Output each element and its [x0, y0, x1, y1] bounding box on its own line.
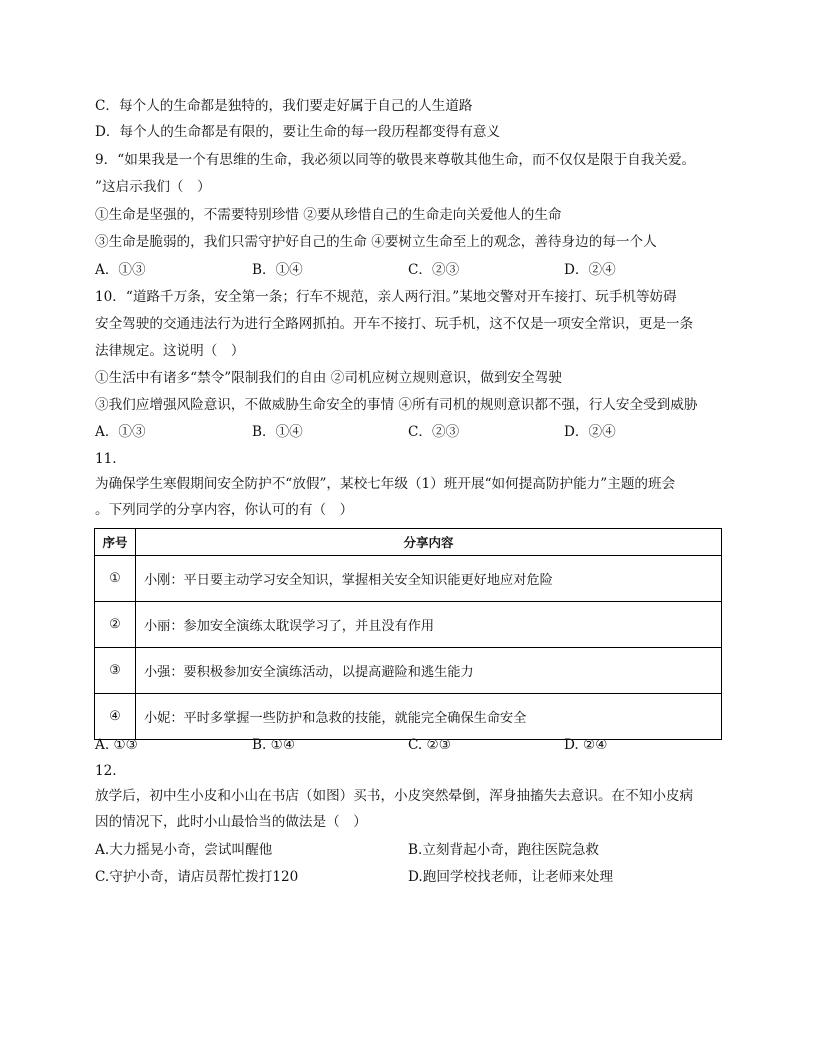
- q9-option-a[interactable]: A．①③: [95, 262, 146, 278]
- q12-option-d[interactable]: D.跑回学校找老师，让老师来处理: [408, 869, 614, 885]
- q9-stem-line-1: 9．“如果我是一个有思维的生命，我必须以同等的敬畏来尊敬其他生命，而不仅仅是限于自我关爱。: [95, 152, 696, 168]
- q9-stem-line-2: ”这启示我们（ ）: [95, 179, 211, 195]
- table-row: [95, 556, 722, 602]
- q10-stem-line-1: 10．“道路千万条，安全第一条；行车不规范，亲人两行泪。”某地交警对开车接打、玩手机等妨碍: [95, 289, 677, 305]
- q10-stem-line-2: 安全驾驶的交通违法行为进行全路网抓拍。开车不接打、玩手机，这不仅是一项安全常识，更是一条: [95, 316, 694, 332]
- row-index: ④: [95, 694, 136, 740]
- table-row: [95, 694, 722, 740]
- row-content: 小妮：平时多掌握一些防护和急救的技能，就能完全确保生命安全: [136, 694, 722, 740]
- row-content: 小强：要积极参加安全演练活动，以提高避险和逃生能力: [136, 648, 722, 694]
- header-index: 序号: [95, 529, 136, 556]
- row-index: ①: [95, 556, 136, 602]
- q10-stem-line-3: 法律规定。这说明（ ）: [95, 343, 245, 359]
- q11-number: 11.: [95, 451, 117, 467]
- table-header-row: [95, 529, 722, 556]
- q9-statement-line-1: ①生命是坚强的，不需要特别珍惜 ②要从珍惜自己的生命走向关爱他人的生命: [95, 207, 562, 223]
- q10-option-b[interactable]: B．①④: [252, 424, 303, 440]
- q10-option-c[interactable]: C．②③: [408, 424, 460, 440]
- q9-option-c[interactable]: C．②③: [408, 262, 460, 278]
- q10-statement-line-2: ③我们应增强风险意识，不做威胁生命安全的事情 ④所有司机的规则意识都不强，行人安全受到威胁: [95, 397, 698, 413]
- q12-option-b[interactable]: B.立刻背起小奇，跑往医院急救: [408, 842, 600, 858]
- q11-stem-line-1: 为确保学生寒假期间安全防护不“放假”，某校七年级（1）班开展“如何提高防护能力”主题的班会: [95, 476, 676, 492]
- q10-statement-line-1: ①生活中有诸多“禁令”限制我们的自由 ②司机应树立规则意识，做到安全驾驶: [95, 370, 562, 386]
- table-row: [95, 648, 722, 694]
- q11-stem-line-2: 。下列同学的分享内容，你认可的有（ ）: [95, 502, 354, 518]
- q9-option-d[interactable]: D．②④: [564, 262, 616, 278]
- q10-option-d[interactable]: D．②④: [564, 424, 616, 440]
- q8-option-d: D．每个人的生命都是有限的，要让生命的每一段历程都变得有意义: [95, 124, 501, 140]
- table-row: [95, 602, 722, 648]
- q11-option-a[interactable]: A. ①③: [95, 737, 138, 753]
- q11-option-d[interactable]: D. ②④: [564, 737, 608, 753]
- q10-option-a[interactable]: A．①③: [95, 424, 146, 440]
- share-content-table: [94, 528, 722, 740]
- q8-option-c: C．每个人的生命都是独特的，我们要走好属于自己的人生道路: [95, 98, 473, 114]
- q12-number: 12.: [95, 763, 117, 779]
- q12-option-a[interactable]: A.大力摇晃小奇，尝试叫醒他: [95, 842, 273, 858]
- q11-option-c[interactable]: C. ②③: [408, 737, 451, 753]
- q11-option-b[interactable]: B. ①④: [252, 737, 296, 753]
- q12-stem-line-2: 因的情况下，此时小山最恰当的做法是（ ）: [95, 814, 367, 830]
- q12-stem-line-1: 放学后，初中生小皮和小山在书店（如图）买书，小皮突然晕倒，浑身抽搐失去意识。在不知小皮病: [95, 788, 694, 804]
- header-content: 分享内容: [136, 529, 722, 556]
- row-index: ③: [95, 648, 136, 694]
- row-content: 小丽：参加安全演练太耽误学习了，并且没有作用: [136, 602, 722, 648]
- q12-option-c[interactable]: C.守护小奇，请店员帮忙拨打120: [95, 869, 299, 885]
- q9-statement-line-2: ③生命是脆弱的，我们只需守护好自己的生命 ④要树立生命至上的观念，善待身边的每一个人: [95, 234, 657, 250]
- row-index: ②: [95, 602, 136, 648]
- q9-option-b[interactable]: B．①④: [252, 262, 303, 278]
- row-content: 小刚：平日要主动学习安全知识，掌握相关安全知识能更好地应对危险: [136, 556, 722, 602]
